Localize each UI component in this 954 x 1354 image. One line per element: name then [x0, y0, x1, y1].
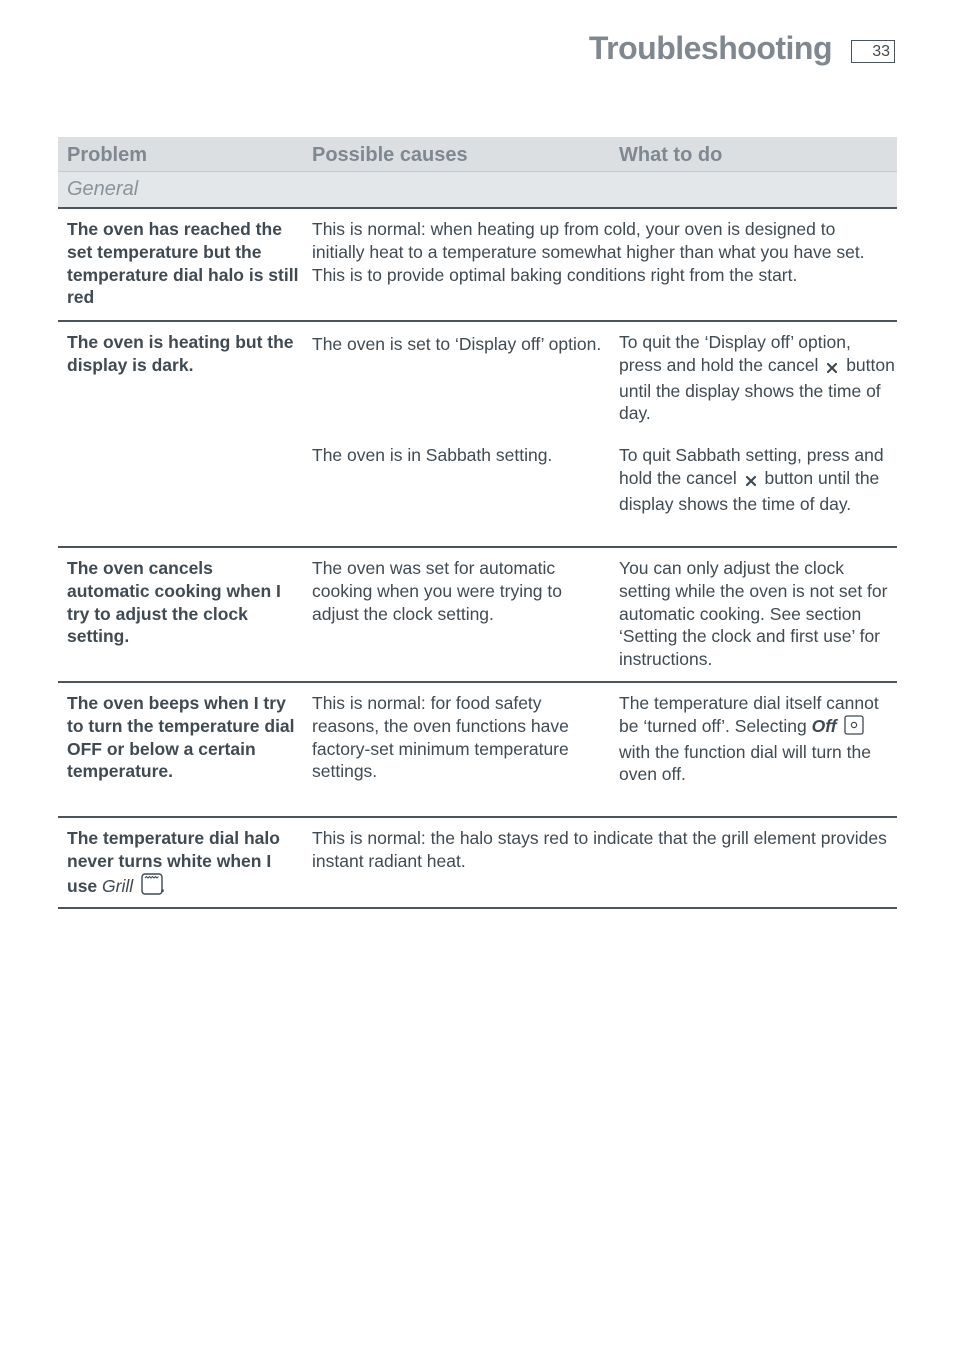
page-title: Troubleshooting [588, 30, 832, 66]
off-label: Off [811, 715, 837, 736]
cancel-icon [745, 470, 757, 493]
table-row [58, 209, 897, 322]
troubleshooting-table [58, 137, 897, 909]
cause-text: This is normal: for food safety reasons, the oven functions have factory-set minimum temperature settings. [312, 693, 569, 782]
column-header-causes: Possible causes [312, 144, 468, 166]
cause-text: The oven was set for automatic cooking when you were trying to adjust the clock setting. [312, 558, 562, 624]
table-row [58, 683, 897, 818]
cause-text: This is normal: when heating up from cold, your oven is designed to initially heat to a temperature somewhat higher than what you have set. This is to provide optimal baking conditions right from the start. [312, 219, 865, 285]
off-mode-icon [844, 715, 864, 741]
section-header [58, 172, 897, 209]
todo-text: You can only adjust the clock setting while the oven is not set for automatic cooking. See section ‘Setting the clock and first use’ for instructions. [619, 558, 888, 670]
problem-text: The oven beeps when I try to turn the temperature dial OFF or below a certain temperature. [67, 693, 295, 782]
cause-text: This is normal: the halo stays red to indicate that the grill element provides instant radiant heat. [312, 828, 887, 871]
column-header-problem: Problem [67, 144, 148, 166]
todo-text-part: button until the display shows the time of day. [619, 354, 895, 424]
cause-text: The oven is in Sabbath setting. [312, 445, 553, 465]
table-row [58, 548, 897, 683]
todo-text-part: with the function dial will turn the oven off. [619, 741, 871, 785]
todo-text-part: To quit Sabbath setting, press and hold the cancel [619, 445, 884, 488]
todo-text-part: The temperature dial itself cannot be ‘turned off’. Selecting [619, 693, 879, 736]
cause-text: The oven is set to ‘Display off’ option. [312, 334, 602, 354]
column-header-todo: What to do [619, 144, 723, 166]
problem-text-part: The temperature dial halo never turns white when I use [67, 828, 280, 896]
todo-text [619, 444, 895, 515]
todo-text-part: To quit the ‘Display off’ option, press and hold the cancel [619, 332, 851, 375]
grill-label: Grill [102, 875, 134, 896]
table-row [58, 322, 897, 548]
page-number: 33 [851, 40, 895, 63]
table-row [58, 818, 897, 909]
problem-text: The oven has reached the set temperature but the temperature dial halo is still red [67, 219, 299, 308]
cancel-icon [826, 357, 838, 380]
problem-text-part: . [160, 875, 165, 896]
table-header [58, 137, 897, 172]
problem-text [67, 827, 299, 900]
section-label: General [67, 178, 139, 200]
problem-text: The oven is heating but the display is dark. [67, 332, 294, 375]
todo-text [619, 331, 895, 425]
todo-text-part: button until the display shows the time of day. [619, 467, 880, 514]
problem-text: The oven cancels automatic cooking when I try to adjust the clock setting. [67, 558, 281, 647]
todo-text [619, 692, 895, 786]
